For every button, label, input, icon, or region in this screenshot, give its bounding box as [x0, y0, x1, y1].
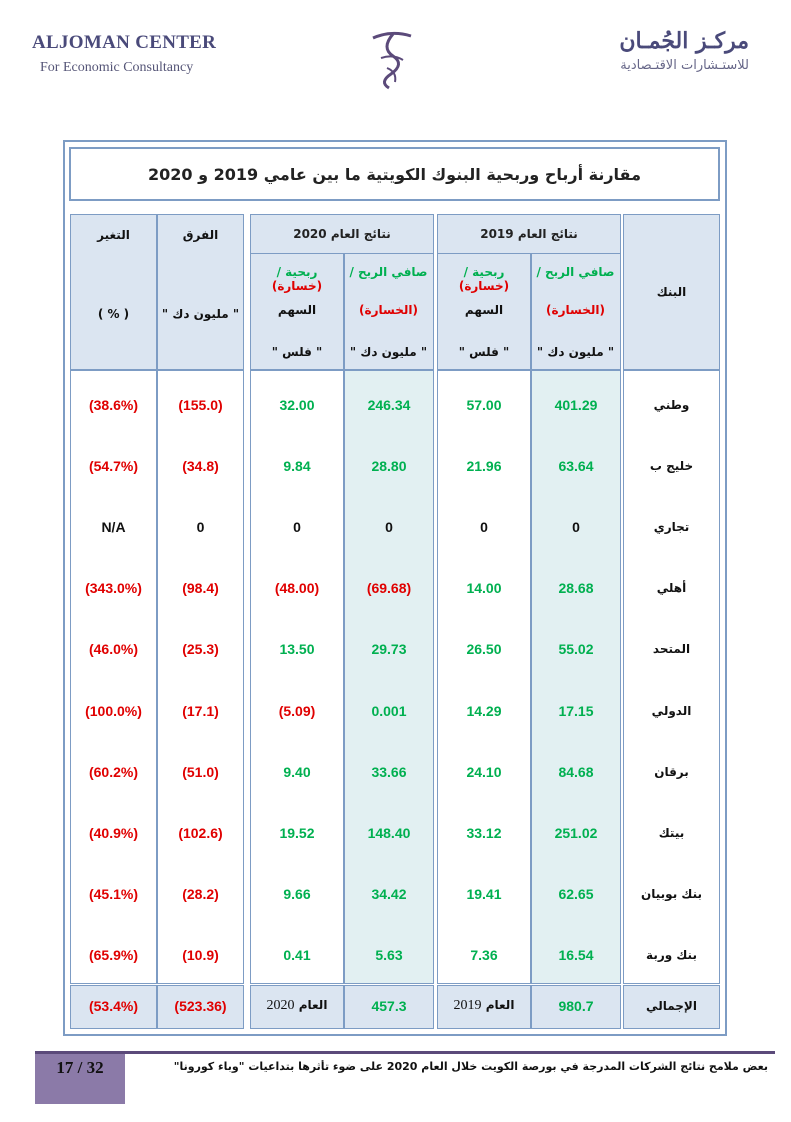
row-4-np2019: 55.02 [558, 641, 594, 658]
header-np2019-l2: (الخسارة) [546, 303, 605, 317]
row-3-eps2019: 14.00 [466, 580, 502, 597]
row-8-eps2019: 19.41 [466, 885, 502, 902]
row-4-bank: المتحد [652, 642, 691, 657]
row-8-eps2020: 9.66 [283, 885, 311, 902]
row-3-diff: (98.4) [182, 580, 219, 597]
row-5-change: (100.0%) [85, 702, 142, 719]
col-group-2020 [250, 214, 434, 984]
total-label: الإجمالي [646, 999, 697, 1013]
row-3-np2019: 28.68 [558, 580, 594, 597]
row-2-diff: 0 [196, 519, 205, 536]
row-6-bank: برقان [654, 764, 689, 779]
row-7-np2020: 148.40 [367, 824, 411, 841]
row-8-diff: (28.2) [182, 885, 219, 902]
header-eps2020-l1: ربحية / (خسارة) [271, 265, 323, 293]
row-0-diff: (155.0) [178, 397, 223, 413]
footer-caption: بعض ملامح نتائج الشركات المدرجة في بورصة الكويت خلال العام 2020 على ضوء تأثرها بتداعيات "وباء كورونا" [173, 1060, 768, 1073]
header-diff-l3: " مليون دك " [161, 307, 240, 321]
row-3-change: (343.0%) [85, 580, 142, 597]
row-8-change: (45.1%) [88, 885, 139, 902]
col-change [70, 214, 157, 984]
center-logo-icon [367, 28, 415, 90]
total-change: (53.4%) [88, 998, 139, 1014]
row-9-diff: (10.9) [182, 946, 219, 963]
row-3-np2020: (69.68) [366, 580, 412, 597]
row-9-bank: بنك وربة [646, 947, 697, 962]
brand-en-name: ALJOMAN CENTER [32, 32, 217, 53]
page-number: 17 / 32 [56, 1058, 104, 1077]
row-2-eps2020: 0 [293, 519, 301, 536]
row-9-np2019: 16.54 [558, 946, 594, 963]
row-5-np2020: 0.001 [371, 702, 407, 719]
row-0-change: (38.6%) [88, 397, 139, 413]
total-diff: (523.36) [174, 998, 227, 1014]
row-7-change: (40.9%) [88, 824, 139, 841]
row-7-bank: بيتك [658, 825, 685, 840]
row-0-np2019: 401.29 [554, 397, 598, 413]
row-9-np2020: 5.63 [375, 946, 403, 963]
row-7-np2019: 251.02 [554, 824, 598, 841]
row-7-diff: (102.6) [178, 824, 223, 841]
brand-ar-name: مركـز الجُمـان [619, 28, 749, 54]
row-6-np2019: 84.68 [558, 763, 594, 780]
brand-ar-sub: للاستـشارات الاقتـصادية [620, 58, 749, 73]
row-7-eps2019: 33.12 [466, 824, 502, 841]
row-6-eps2019: 24.10 [466, 763, 502, 780]
row-1-eps2020: 9.84 [283, 458, 311, 475]
total-year2020: العام 2020 [266, 998, 328, 1013]
header-eps2019-l3: " فلس " [458, 345, 510, 359]
row-1-bank: خليج ب [649, 459, 694, 474]
row-0-eps2020: 32.00 [279, 397, 315, 413]
header-change-l3: ( % ) [97, 307, 130, 321]
brand-ar [529, 28, 749, 73]
row-1-np2020: 28.80 [371, 458, 407, 475]
header-np2020-l2: (الخسارة) [359, 303, 418, 317]
header-np2019-l3: " مليون دك " [536, 345, 615, 359]
brand-en-sub: For Economic Consultancy [40, 60, 194, 75]
row-0-bank: وطني [653, 398, 690, 412]
title-box [69, 147, 720, 201]
row-4-change: (46.0%) [88, 641, 139, 658]
col-diff [157, 214, 244, 984]
header-eps2019-l2: السهم [464, 303, 504, 317]
table-title: مقارنة أرباح وربحية البنوك الكويتية ما بين عامي 2019 و 2020 [148, 164, 641, 184]
row-7-eps2020: 19.52 [279, 824, 315, 841]
header-bank: البنك [656, 285, 687, 299]
row-1-np2019: 63.64 [558, 458, 594, 475]
row-1-eps2019: 21.96 [466, 458, 502, 475]
row-0-np2020: 246.34 [367, 397, 411, 413]
row-5-eps2020: (5.09) [278, 702, 316, 719]
row-0-eps2019: 57.00 [466, 397, 502, 413]
header-eps2020-l3: " فلس " [271, 345, 323, 359]
header-np2020-l1: صافي الربح / [349, 265, 428, 279]
row-4-diff: (25.3) [182, 641, 219, 658]
header-diff-l1: الفرق [182, 228, 219, 242]
row-3-bank: أهلي [656, 581, 687, 596]
group-header-2020: نتائج العام 2020 [250, 214, 434, 254]
row-2-eps2019: 0 [480, 519, 488, 536]
header-change-l1: التغير [97, 228, 130, 242]
header-np2019-l1: صافي الربح / [536, 265, 615, 279]
row-3-eps2020: (48.00) [274, 580, 320, 597]
row-5-diff: (17.1) [182, 702, 219, 719]
row-1-diff: (34.8) [182, 458, 219, 475]
row-8-np2020: 34.42 [371, 885, 407, 902]
row-9-eps2019: 7.36 [470, 946, 498, 963]
row-6-diff: (51.0) [182, 763, 219, 780]
row-9-change: (65.9%) [88, 946, 139, 963]
header-eps2019-l1: ربحية / (خسارة) [458, 265, 510, 293]
row-1-change: (54.7%) [88, 458, 139, 475]
total-np2019: 980.7 [558, 998, 594, 1014]
row-2-np2019: 0 [572, 519, 580, 536]
row-2-change: N/A [101, 519, 126, 536]
row-4-eps2019: 26.50 [466, 641, 502, 658]
row-2-bank: تجاري [653, 520, 690, 535]
header-np2020-l3: " مليون دك " [349, 345, 428, 359]
row-8-np2019: 62.65 [558, 885, 594, 902]
row-5-bank: الدولي [651, 703, 692, 718]
row-9-eps2020: 0.41 [283, 946, 311, 963]
row-4-eps2020: 13.50 [279, 641, 315, 658]
col-bank [623, 214, 720, 984]
total-np2020: 457.3 [371, 998, 407, 1014]
row-6-change: (60.2%) [88, 763, 139, 780]
row-6-np2020: 33.66 [371, 763, 407, 780]
row-5-np2019: 17.15 [558, 702, 594, 719]
row-2-np2020: 0 [385, 519, 393, 536]
header-eps2020-l2: السهم [277, 303, 317, 317]
page-number-box [35, 1054, 125, 1104]
footer-divider [35, 1051, 775, 1054]
row-4-np2020: 29.73 [371, 641, 407, 658]
row-5-eps2019: 14.29 [466, 702, 502, 719]
brand-en [32, 32, 252, 76]
col-group-2019 [437, 214, 621, 984]
group-header-2019: نتائج العام 2019 [437, 214, 621, 254]
row-6-eps2020: 9.40 [283, 763, 311, 780]
row-8-bank: بنك بوبيان [641, 886, 702, 901]
total-year2019: العام 2019 [453, 998, 515, 1013]
